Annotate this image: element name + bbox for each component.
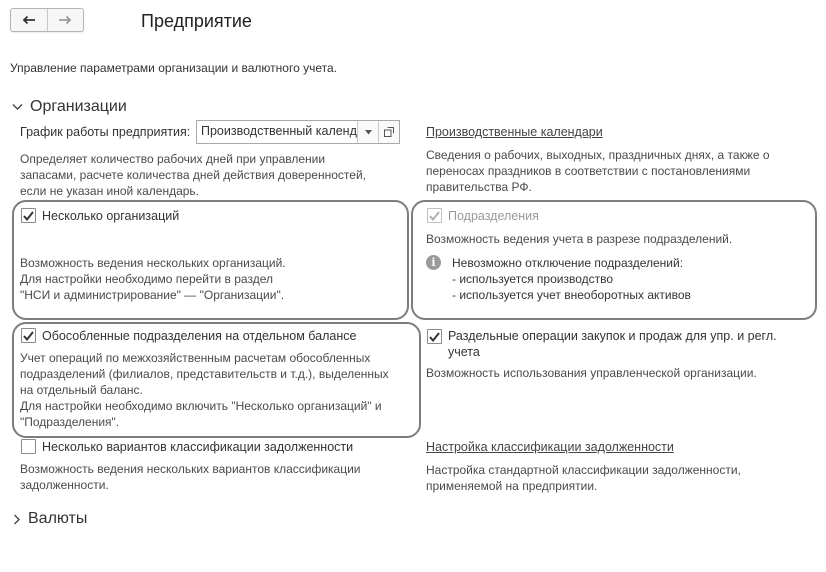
arrow-right-icon [58, 15, 72, 25]
description-line: Сведения о рабочих, выходных, праздничных днях, а также о [426, 148, 770, 162]
departments-label: Подразделения [448, 208, 539, 223]
calendar-dropdown-button[interactable] [357, 121, 378, 143]
description-line: если не указан иной календарь. [20, 184, 200, 198]
separate-ops-option[interactable] [427, 328, 777, 360]
warning-title: Невозможно отключение подразделений: [452, 256, 684, 270]
calendar-value[interactable]: Производственный календ [201, 124, 357, 138]
debt-variants-description [20, 461, 361, 493]
departments-checkbox [427, 208, 442, 223]
checkmark-icon [23, 331, 34, 341]
separate-units-label[interactable]: Обособленные подразделения на отдельном балансе [42, 328, 357, 343]
description-line: на отдельный баланс. [20, 383, 143, 397]
warning-item: - используется производство [452, 272, 614, 286]
production-calendars-link[interactable]: Производственные календари [426, 125, 603, 139]
page-description: Управление параметрами организации и валютного учета. [10, 61, 337, 75]
chevron-down-icon [12, 103, 23, 111]
multiple-orgs-checkbox[interactable] [21, 208, 36, 223]
calendars-link-description [426, 147, 770, 195]
description-line: переносах праздников в соответствии с постановлениями [426, 164, 751, 178]
description-line: "НСИ и администрирование" — "Организации". [20, 288, 285, 302]
chevron-right-icon [13, 514, 21, 525]
description-line: Для настройки необходимо включить "Несколько организаций" и [20, 399, 382, 413]
info-icon: i [426, 255, 441, 270]
section-organizations-title: Организации [30, 98, 127, 115]
description-line: Учет операций по межхозяйственным расчетам обособленных [20, 351, 371, 365]
triangle-down-icon [365, 130, 372, 135]
description-line: "Подразделения". [20, 415, 120, 429]
debt-settings-description [426, 462, 741, 494]
debt-settings-link[interactable]: Настройка классификации задолженности [426, 440, 674, 454]
description-line: подразделений (филиалов, представительств и т.д.), выделенных [20, 367, 389, 381]
navigation-buttons [10, 8, 84, 32]
separate-units-option[interactable] [21, 328, 356, 343]
separate-units-checkbox[interactable] [21, 328, 36, 343]
description-line: правительства РФ. [426, 180, 532, 194]
checkmark-icon [429, 332, 440, 342]
description-line: Возможность ведения нескольких организаций. [20, 256, 286, 270]
multiple-orgs-description [20, 255, 286, 303]
separate-units-description [20, 350, 389, 430]
multiple-orgs-option[interactable] [21, 208, 179, 223]
section-currencies-title: Валюты [28, 510, 88, 527]
description-line: Для настройки необходимо перейти в раздел [20, 272, 273, 286]
departments-option [427, 208, 539, 223]
description-line: задолженности. [20, 478, 109, 492]
description-line: Настройка стандартной классификации задолженности, [426, 463, 741, 477]
back-button[interactable] [11, 9, 47, 31]
warning-item: - используется учет внеоборотных активов [452, 288, 691, 302]
arrow-left-icon [22, 15, 36, 25]
debt-variants-checkbox[interactable] [21, 439, 36, 454]
calendar-open-button[interactable] [378, 121, 399, 143]
description-line: Возможность ведения нескольких вариантов классификации [20, 462, 361, 476]
separate-ops-description: Возможность использования управленческой организации. [426, 366, 757, 380]
description-line: запасами, расчете количества дней действия доверенностей, [20, 168, 366, 182]
debt-variants-option[interactable] [21, 439, 353, 454]
forward-button[interactable] [47, 9, 84, 31]
checkmark-icon [429, 211, 440, 221]
separate-ops-checkbox[interactable] [427, 329, 442, 344]
checkmark-icon [23, 211, 34, 221]
departments-warning [452, 255, 691, 303]
section-organizations-header[interactable] [12, 98, 127, 116]
open-icon [384, 127, 394, 137]
page-title: Предприятие [141, 11, 252, 31]
calendar-field[interactable] [196, 120, 400, 144]
departments-description: Возможность ведения учета в разрезе подразделений. [426, 232, 733, 246]
calendar-label: График работы предприятия: [20, 125, 191, 139]
label-line: учета [448, 345, 480, 359]
section-currencies-header[interactable] [13, 510, 87, 528]
multiple-orgs-label[interactable]: Несколько организаций [42, 208, 180, 223]
description-line: применяемой на предприятии. [426, 479, 598, 493]
debt-variants-label[interactable]: Несколько вариантов классификации задолженности [42, 439, 354, 454]
label-line: Раздельные операции закупок и продаж для упр. и регл. [448, 329, 777, 343]
calendar-description [20, 151, 366, 199]
separate-ops-label[interactable] [448, 328, 777, 360]
description-line: Определяет количество рабочих дней при управлении [20, 152, 326, 166]
